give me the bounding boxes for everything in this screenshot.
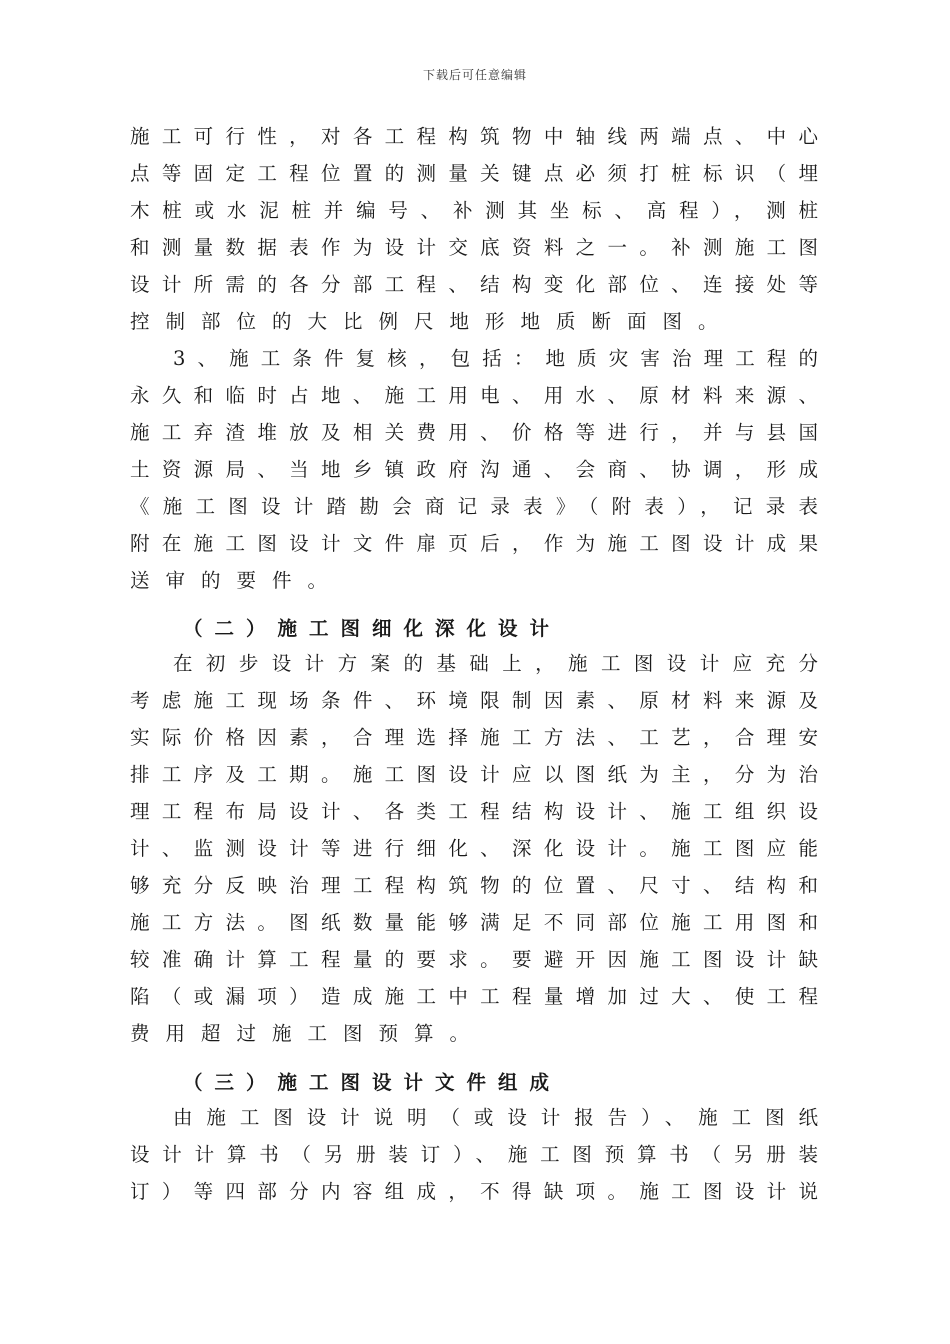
- text-line: 和测量数据表作为设计交底资料之一。补测施工图: [130, 236, 818, 259]
- section-heading: （二）施工图细化深化设计: [183, 617, 562, 640]
- text-line: 附在施工图设计文件扉页后，作为施工图设计成果: [130, 532, 818, 555]
- text-line: 订）等四部分内容组成，不得缺项。施工图设计说: [130, 1180, 818, 1203]
- text-line: 永久和临时占地、施工用电、用水、原材料来源、: [130, 384, 818, 407]
- text-line: 考虑施工现场条件、环境限制因素、原材料来源及: [130, 689, 818, 712]
- text-line: 够充分反映治理工程构筑物的位置、尺寸、结构和: [130, 874, 818, 897]
- text-line: 计、监测设计等进行细化、深化设计。施工图应能: [130, 837, 818, 860]
- text-line: 较准确计算工程量的要求。要避开因施工图设计缺: [130, 948, 818, 971]
- text-line: 施工方法。图纸数量能够满足不同部位施工用图和: [130, 911, 818, 934]
- text-line: 实际价格因素，合理选择施工方法、工艺，合理安: [130, 726, 818, 749]
- page-header: 下载后可任意编辑: [422, 68, 527, 82]
- text-line: 由施工图设计说明（或设计报告）、施工图纸: [173, 1106, 818, 1129]
- text-line: 设计计算书（另册装订）、施工图预算书（另册装: [130, 1143, 818, 1166]
- text-line: 陷（或漏项）造成施工中工程量增加过大、使工程: [130, 985, 818, 1008]
- text-line: 施工弃渣堆放及相关费用、价格等进行，并与县国: [130, 421, 818, 444]
- text-line: 控制部位的大比例尺地形地质断面图。: [130, 310, 734, 333]
- text-line: 点等固定工程位置的测量关键点必须打桩标识（埋: [130, 162, 818, 185]
- text-line: 施工可行性，对各工程构筑物中轴线两端点、中心: [130, 125, 818, 148]
- text-line: 理工程布局设计、各类工程结构设计、施工组织设: [130, 800, 818, 823]
- text-line: 3、施工条件复核，包括：地质灾害治理工程的: [173, 347, 818, 370]
- text-line: 费用超过施工图预算。: [130, 1022, 486, 1045]
- text-line: 排工序及工期。施工图设计应以图纸为主，分为治: [130, 763, 818, 786]
- text-line: 设计所需的各分部工程、结构变化部位、连接处等: [130, 273, 818, 296]
- text-line: 在初步设计方案的基础上，施工图设计应充分: [173, 652, 818, 675]
- section-heading: （三）施工图设计文件组成: [183, 1071, 562, 1094]
- text-line: 土资源局、当地乡镇政府沟通、会商、协调，形成: [130, 458, 818, 481]
- text-line: 《施工图设计踏勘会商记录表》（附表），记录表: [130, 495, 818, 518]
- text-line: 木桩或水泥桩并编号、补测其坐标、高程），测桩: [130, 199, 818, 222]
- text-line: 送审的要件。: [130, 569, 344, 592]
